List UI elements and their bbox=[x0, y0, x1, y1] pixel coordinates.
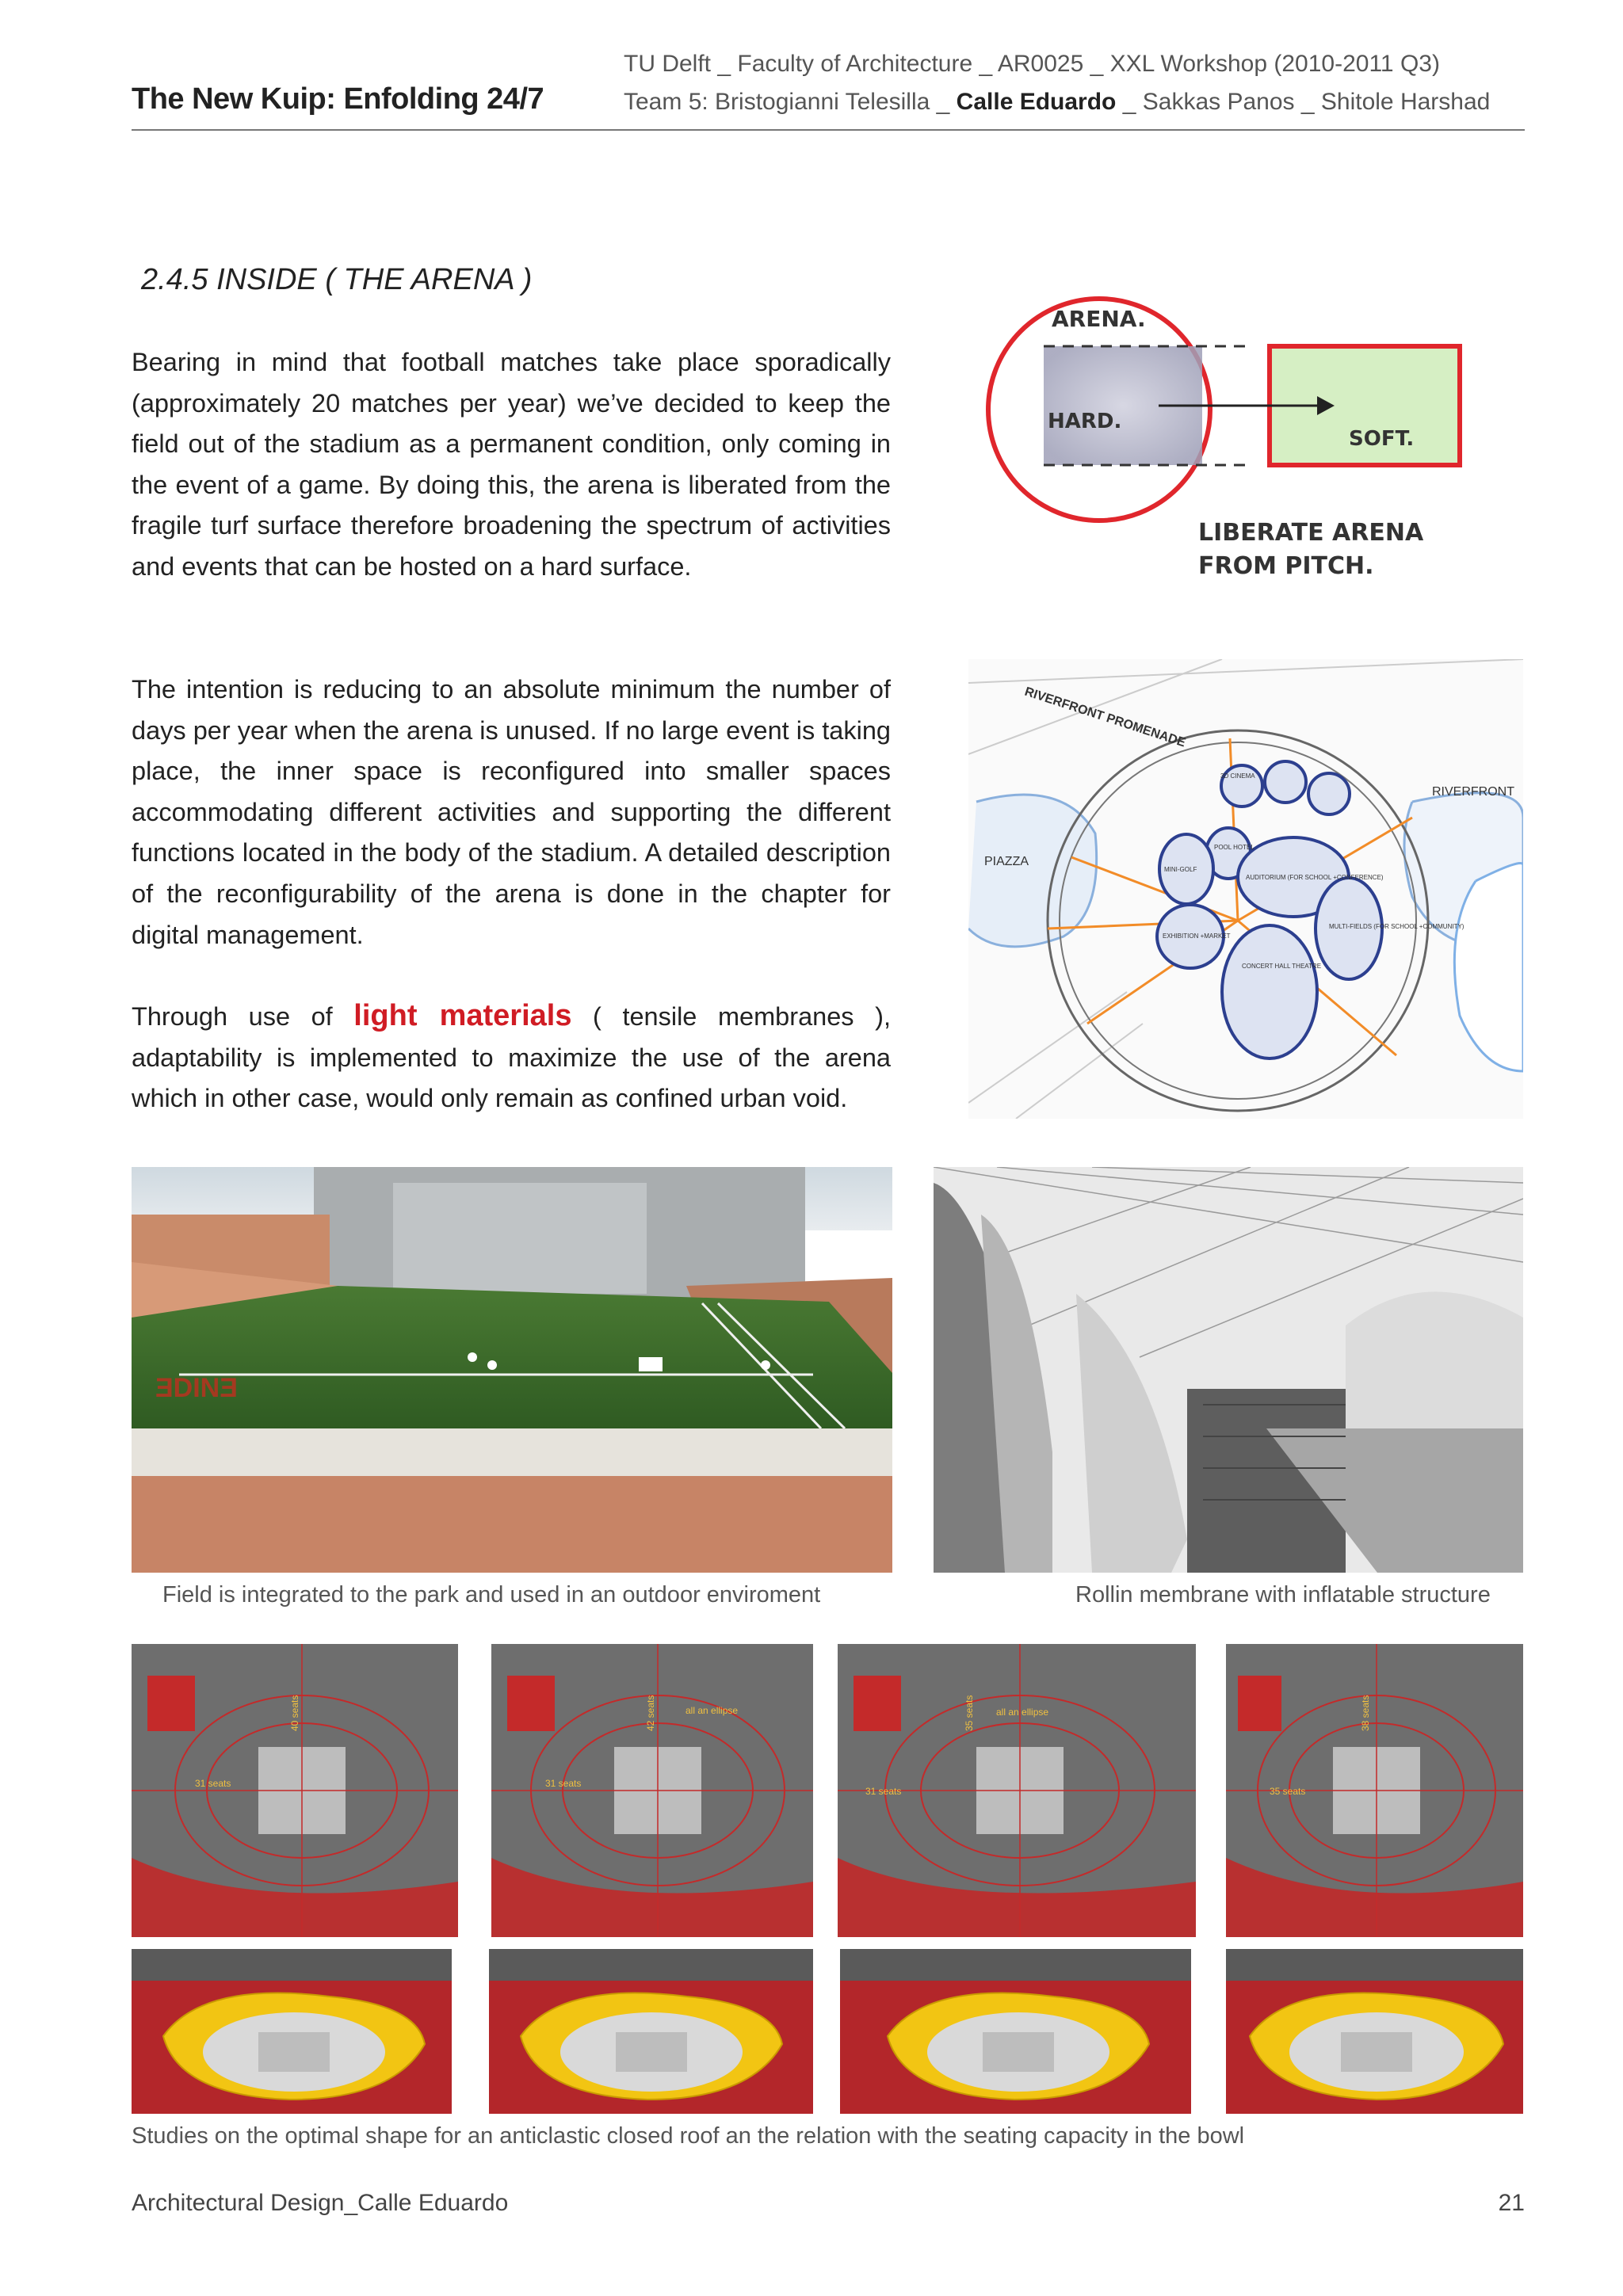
study-perspective-4 bbox=[1226, 1949, 1523, 2114]
paragraph-2: The intention is reducing to an absolute minimum the number of days per year when the arena is unused. If no large event is taking place, the inner space is reconfigured into smaller spaces accommodating different activities and supporting the different functions located in the body of the stadium. A detailed description of the reconfigurability of the arena is done in the chapter for digital management. bbox=[132, 675, 891, 949]
study-2-top-seats: 42 seats bbox=[645, 1695, 656, 1731]
study-3-note: all an ellipse bbox=[996, 1707, 1049, 1718]
study-plan-3 bbox=[838, 1644, 1196, 1937]
study-2-note: all an ellipse bbox=[685, 1705, 739, 1716]
paragraph-3 bbox=[132, 996, 891, 1119]
section-title: 2.4.5 INSIDE ( THE ARENA ) bbox=[141, 263, 533, 296]
plan-label-auditorium: AUDITORIUM (FOR SCHOOL +CONFERENCE) bbox=[1246, 874, 1384, 881]
plan-label-piazza: PIAZZA bbox=[984, 855, 1029, 868]
render-caption: Rollin membrane with inflatable structure bbox=[1075, 1582, 1491, 1608]
paragraph-1: Bearing in mind that football matches take place sporadically (approximately 20 matches per year) we’ve decided to keep the field out of the stadium as a permanent condition, only coming in the event of a game. By doing this, the arena is liberated from the fragile turf surface therefore broadening the spectrum of activities and events that can be hosted on a hard surface. bbox=[132, 348, 891, 581]
study-plan-2 bbox=[491, 1644, 813, 1937]
plan-label-cinema: 3D CINEMA bbox=[1220, 772, 1255, 780]
arena-program-plan bbox=[968, 659, 1523, 1119]
team-highlight: Calle Eduardo bbox=[956, 89, 1117, 115]
sketch-soft-label: SOFT. bbox=[1349, 427, 1415, 451]
study-perspective-3 bbox=[840, 1949, 1191, 2114]
team-info bbox=[624, 89, 1490, 116]
sketch-note-2: FROM PITCH. bbox=[1198, 552, 1374, 580]
plan-label-concert: CONCERT HALL THEATRE bbox=[1242, 963, 1322, 970]
study-plan-1 bbox=[132, 1644, 458, 1937]
p3-before: Through use of bbox=[132, 1002, 354, 1031]
sketch-arena-label: ARENA. bbox=[1052, 306, 1146, 332]
document-title: The New Kuip: Enfolding 24/7 bbox=[132, 82, 544, 116]
arena-pitch-sketch bbox=[968, 295, 1468, 596]
plan-label-promenade: RIVERFRONT PROMENADE bbox=[1022, 685, 1188, 750]
field-photo bbox=[132, 1167, 892, 1573]
header-divider bbox=[132, 129, 1525, 131]
course-info: TU Delft _ Faculty of Architecture _ AR0025 _ XXL Workshop (2010-2011 Q3) bbox=[624, 51, 1440, 77]
plan-label-pool: POOL HOTEL bbox=[1214, 844, 1254, 851]
study-3-top-seats: 35 seats bbox=[964, 1695, 975, 1731]
study-4-side-seats: 35 seats bbox=[1270, 1786, 1306, 1797]
p3-highlight: light materials bbox=[353, 999, 572, 1032]
footer-author: Architectural Design_Calle Eduardo bbox=[132, 2190, 509, 2216]
membrane-render bbox=[934, 1167, 1523, 1573]
plan-label-minigolf: MINI-GOLF bbox=[1164, 866, 1197, 873]
plan-label-multifields: MULTI-FIELDS (FOR SCHOOL +COMMUNITY) bbox=[1329, 923, 1465, 930]
sketch-hard-label: HARD. bbox=[1048, 410, 1122, 433]
sketch-note-1: LIBERATE ARENA bbox=[1198, 519, 1424, 547]
team-prefix: Team 5: Bristogianni Telesilla _ bbox=[624, 89, 957, 115]
page-number: 21 bbox=[1498, 2190, 1525, 2216]
p3-after: ( tensile membranes ), adaptability is implemented to maximize the use of the arena which in other case, would only remain as confined urban void. bbox=[132, 1002, 891, 1113]
plan-label-riverfront: RIVERFRONT bbox=[1432, 785, 1514, 799]
study-perspective-2 bbox=[489, 1949, 813, 2114]
study-plan-4 bbox=[1226, 1644, 1523, 1937]
study-1-top-seats: 40 seats bbox=[289, 1695, 300, 1731]
study-1-side-seats: 31 seats bbox=[195, 1778, 231, 1789]
plan-label-exhibition: EXHIBITION +MARKET bbox=[1163, 933, 1231, 940]
study-2-side-seats: 31 seats bbox=[545, 1778, 582, 1789]
studies-caption: Studies on the optimal shape for an anticlastic closed roof an the relation with the seating capacity in the bowl bbox=[132, 2123, 1245, 2149]
photo-caption: Field is integrated to the park and used in an outdoor enviroment bbox=[162, 1582, 821, 1608]
svg-text:ƎDINƎ: ƎDINƎ bbox=[155, 1373, 238, 1403]
study-perspective-1 bbox=[132, 1949, 452, 2114]
team-suffix: _ Sakkas Panos _ Shitole Harshad bbox=[1116, 89, 1491, 115]
study-3-side-seats: 31 seats bbox=[865, 1786, 902, 1797]
study-4-top-seats: 38 seats bbox=[1360, 1695, 1371, 1731]
